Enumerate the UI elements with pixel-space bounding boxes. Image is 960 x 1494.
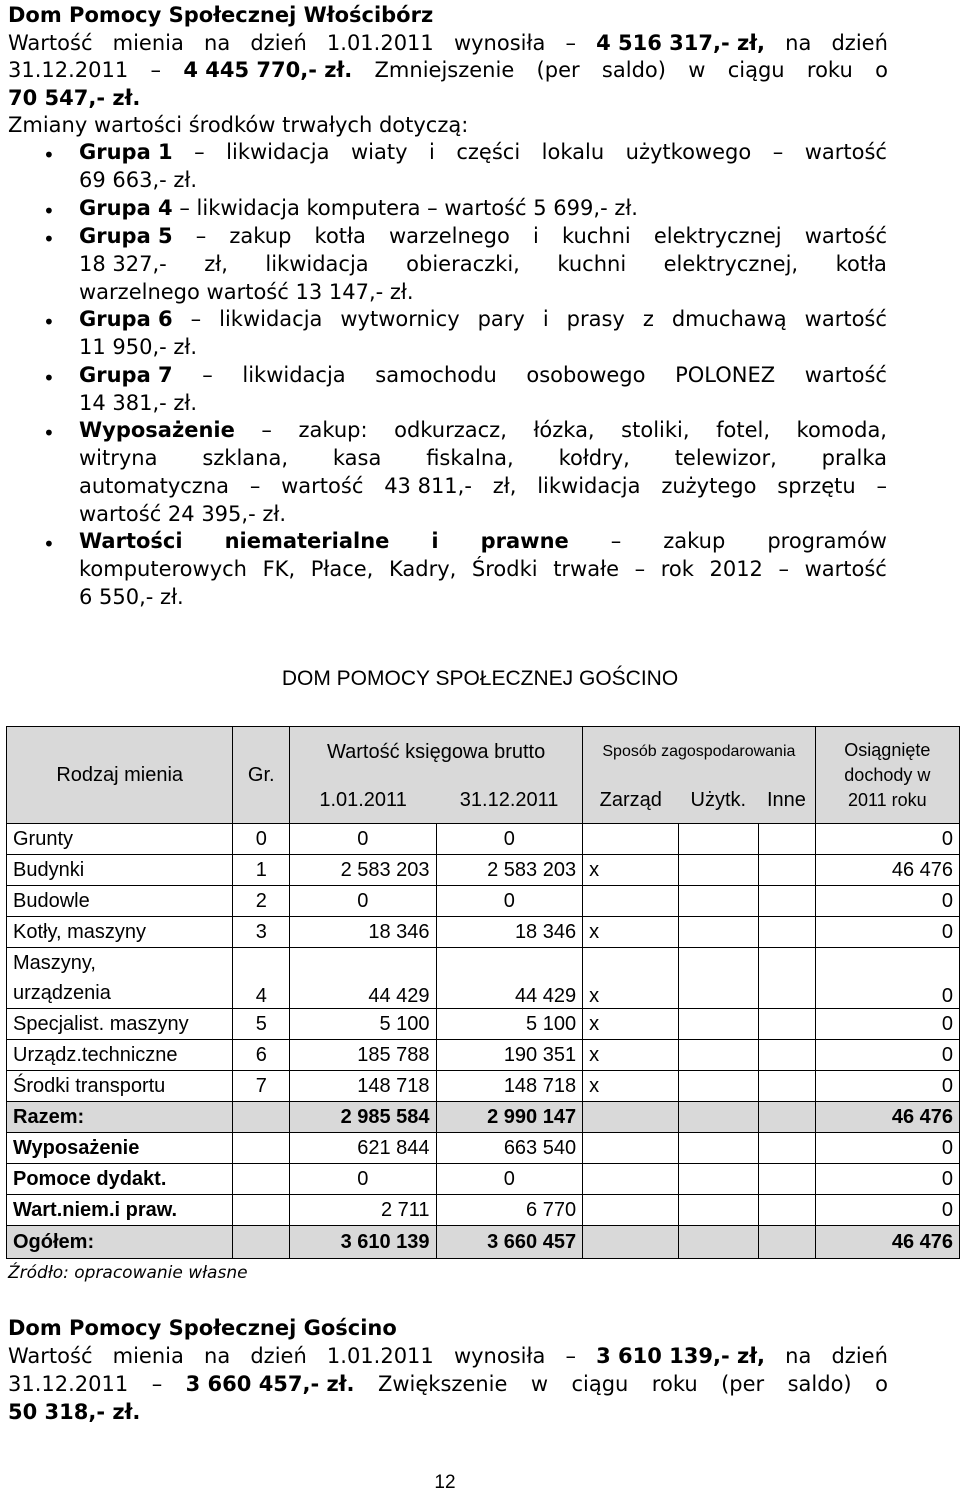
bullet-icon: •	[43, 199, 55, 223]
table-row-total: Ogółem: 3 610 139 3 660 457 46 476	[7, 1226, 960, 1259]
table-row: Pomoce dydakt. 0 0 0	[7, 1164, 960, 1195]
table-row: Grunty 0 0 0 0	[7, 824, 960, 855]
bullet-icon: •	[43, 310, 55, 334]
table-row: Urządz.techniczne 6 185 788 190 351 x 0	[7, 1040, 960, 1071]
section-title: Dom Pomocy Społecznej Włościbórz	[8, 3, 434, 27]
table-row: Kotły, maszyny 3 18 346 18 346 x 0	[7, 917, 960, 948]
header-date-1: 1.01.2011	[290, 777, 436, 823]
value-line-1: Wartość mienia na dzień 1.01.2011 wynosiła – 4 516 317,- zł, na dzień	[8, 31, 888, 55]
value-line-1: Wartość mienia na dzień 1.01.2011 wynosiła – 3 610 139,- zł, na dzień	[8, 1344, 888, 1368]
list-item-grupa-6: Grupa 6 – likwidacja wytwornicy pary i prasy z dmuchawą wartość	[79, 307, 887, 331]
section-title: Dom Pomocy Społecznej Gościno	[8, 1316, 397, 1340]
list-item-grupa-5: Grupa 5 – zakup kotła warzelnego i kuchni elektrycznej wartość	[79, 224, 887, 248]
changes-intro: Zmiany wartości środków trwałych dotyczą:	[8, 113, 469, 137]
bullet-icon: •	[43, 227, 55, 251]
header-income: Osiągnięte dochody w 2011 roku	[815, 727, 959, 824]
value-line-2: 31.12.2011 – 4 445 770,- zł. Zmniejszenie (per saldo) w ciągu roku o	[8, 58, 888, 82]
header-gr: Gr.	[233, 727, 290, 824]
table-row: Wart.niem.i praw. 2 711 6 770 0	[7, 1195, 960, 1226]
list-item-grupa-4: Grupa 4 – likwidacja komputera – wartość 5 699,- zł.	[79, 196, 638, 220]
header-inne: Inne	[758, 777, 815, 823]
header-book-value: Wartość księgowa brutto	[290, 727, 583, 778]
table-row: Maszyny, urządzenia 4 44 429 44 429 x 0	[7, 948, 960, 1009]
bullet-icon: •	[43, 421, 55, 445]
table-row: Budowle 2 0 0 0	[7, 886, 960, 917]
table-row-sum: Razem: 2 985 584 2 990 147 46 476	[7, 1102, 960, 1133]
table-source: Źródło: opracowanie własne	[8, 1263, 248, 1283]
header-date-2: 31.12.2011	[436, 777, 583, 823]
list-item-grupa-1: Grupa 1 – likwidacja wiaty i części lokalu użytkowego – wartość	[79, 140, 887, 164]
header-kind: Rodzaj mienia	[7, 727, 233, 824]
assets-table	[6, 726, 960, 1259]
bullet-icon: •	[43, 366, 55, 390]
value-line-2: 31.12.2011 – 3 660 457,- zł. Zwiększenie w ciągu roku (per saldo) o	[8, 1372, 888, 1396]
list-item-wyposazenie: Wyposażenie – zakup: odkurzacz, łózka, stoliki, fotel, komoda,	[79, 418, 887, 442]
increase-value: 50 318,- zł.	[8, 1400, 141, 1424]
header-zarzad: Zarząd	[583, 777, 679, 823]
header-manner: Sposób zagospodarowania	[583, 727, 816, 778]
list-item-grupa-7: Grupa 7 – likwidacja samochodu osobowego POLONEZ wartość	[79, 363, 887, 387]
table-row: Budynki 1 2 583 203 2 583 203 x 46 476	[7, 855, 960, 886]
page-number: 12	[434, 1472, 456, 1493]
table-row: Wyposażenie 621 844 663 540 0	[7, 1133, 960, 1164]
table-title: DOM POMOCY SPOŁECZNEJ GOŚCINO	[281, 667, 679, 690]
table-row: Specjalist. maszyny 5 5 100 5 100 x 0	[7, 1009, 960, 1040]
list-item-wartosci-niematerialne: Wartości niematerialne i prawne – zakup programów	[79, 529, 887, 553]
bullet-icon: •	[43, 532, 55, 556]
table-row: Środki transportu 7 148 718 148 718 x 0	[7, 1071, 960, 1102]
bullet-icon: •	[43, 143, 55, 167]
decrease-value: 70 547,- zł.	[8, 86, 141, 110]
header-uzytk: Użytk.	[678, 777, 758, 823]
